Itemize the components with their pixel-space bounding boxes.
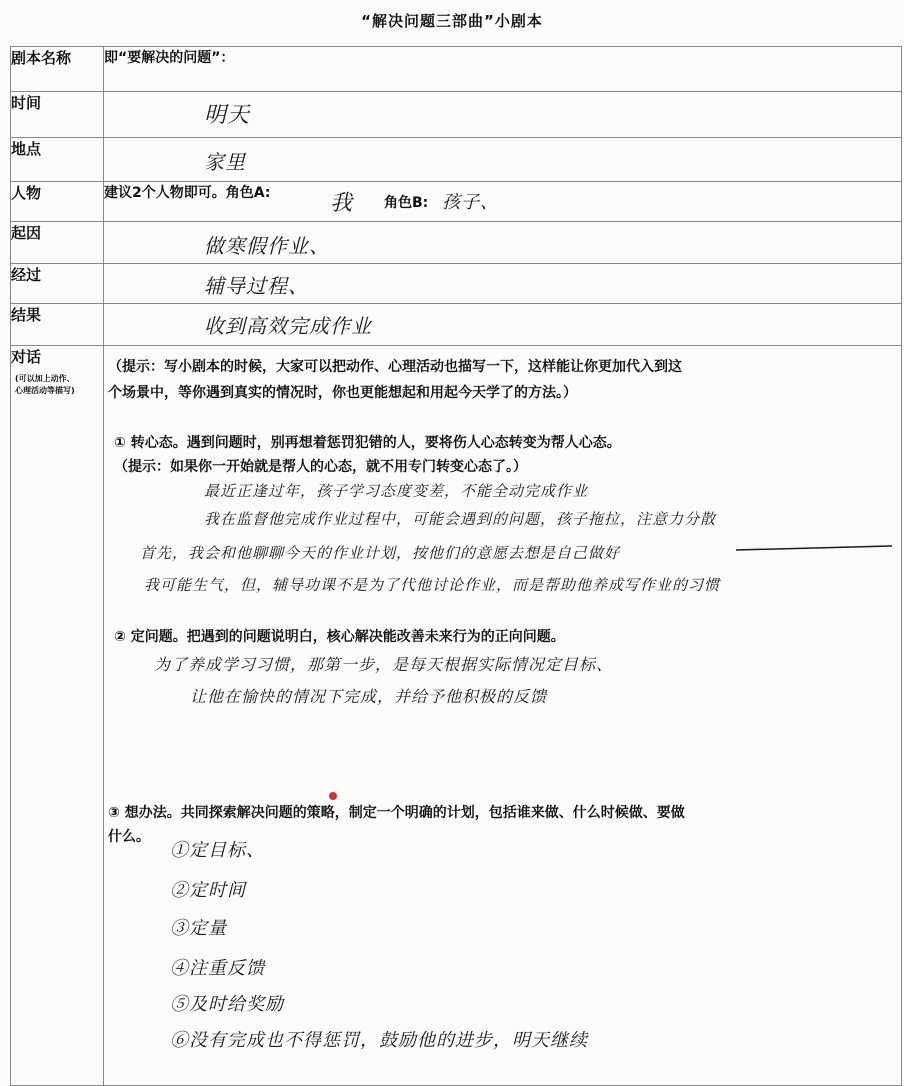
time-answer: 明天	[204, 103, 251, 128]
label-dialogue	[11, 346, 104, 1086]
label-result: 结果	[11, 304, 104, 346]
result-field[interactable]	[104, 304, 902, 346]
dialogue-note	[15, 373, 103, 397]
dialogue-field[interactable]	[104, 346, 902, 1086]
row-dialogue	[11, 346, 902, 1086]
row-people	[11, 182, 902, 222]
step1-hw-line: 我可能生气，但，辅导功课不是为了代他讨论作业，而是帮助他养成写作业的习惯	[144, 576, 721, 594]
script-form-table	[10, 46, 902, 1086]
dialogue-note-line2: 心理活动等描写)	[15, 386, 75, 395]
dialogue-hint-line2: 个场景中，等你遇到真实的情况时，你也更能想起和用起今天学了的方法。）	[108, 385, 577, 401]
step3-title-line2: 什么。	[108, 829, 150, 845]
label-place: 地点	[11, 138, 104, 182]
place-field[interactable]	[104, 138, 902, 182]
process-answer: 辅导过程、	[204, 274, 309, 298]
label-process: 经过	[11, 264, 104, 304]
step1-hw-line: 首先，我会和他聊聊今天的作业计划，按他们的意愿去想是自己做好	[140, 544, 621, 562]
label-cause: 起因	[11, 222, 104, 264]
step2-hw-line: 让他在愉快的情况下完成，并给予他积极的反馈	[190, 687, 548, 706]
step3-hw-item: ②定时间	[170, 880, 246, 901]
step3-title-line1: ③ 想办法。共同探索解决问题的策略，制定一个明确的计划，包括谁来做、什么时候做、要做	[108, 805, 685, 821]
role-b-label: 角色B:	[384, 195, 429, 211]
step3-hw-item: ⑤及时给奖励	[170, 994, 284, 1015]
dialogue-label: 对话	[11, 348, 42, 366]
page-title: “解决问题三部曲”小剧本	[361, 12, 543, 30]
label-script-name: 剧本名称	[11, 47, 104, 92]
role-a-answer: 我	[330, 191, 354, 216]
result-answer: 收到高效完成作业	[204, 314, 372, 338]
cause-answer: 做寒假作业、	[204, 234, 330, 258]
script-name-field[interactable]	[104, 47, 902, 92]
row-process	[11, 264, 902, 304]
strike-line	[734, 544, 894, 552]
step3-hw-item: ④注重反馈	[170, 958, 265, 979]
step1-hw-line: 最近正逢过年，孩子学习态度变差，不能全动完成作业	[204, 482, 589, 500]
step3-hw-item: ③定量	[170, 918, 227, 939]
step1-hw-line: 我在监督他完成作业过程中，可能会遇到的问题，孩子拖拉，注意力分散	[204, 510, 717, 528]
step3-hw-item: ⑥没有完成也不得惩罚，鼓励他的进步，明天继续	[170, 1030, 588, 1051]
script-name-prompt: 即“要解决的问题”：	[104, 50, 235, 66]
people-field[interactable]	[104, 182, 902, 222]
red-ink-mark	[329, 792, 337, 800]
step1-hint: （提示：如果你一开始就是帮人的心态，就不用专门转变心态了。）	[114, 459, 527, 475]
place-answer: 家里	[204, 150, 246, 174]
step2-title: ② 定问题。把遇到的问题说明白，核心解决能改善未来行为的正向问题。	[114, 629, 565, 645]
row-result	[11, 304, 902, 346]
process-field[interactable]	[104, 264, 902, 304]
row-cause	[11, 222, 902, 264]
row-time	[11, 92, 902, 138]
step1-title: ① 转心态。遇到问题时，别再想着惩罚犯错的人，要将伤人心态转变为帮人心态。	[114, 435, 621, 451]
label-time: 时间	[11, 92, 104, 138]
step3-hw-item: ①定目标、	[170, 840, 265, 861]
label-people: 人物	[11, 182, 104, 222]
dialogue-note-line1: (可以加上动作、	[15, 374, 75, 383]
time-field[interactable]	[104, 92, 902, 138]
row-place	[11, 138, 902, 182]
row-script-name	[11, 47, 902, 92]
role-b-answer: 孩子、	[442, 192, 499, 213]
people-prompt: 建议2个人物即可。角色A:	[104, 185, 271, 201]
step2-hw-line: 为了养成学习习惯，那第一步，是每天根据实际情况定目标、	[154, 655, 614, 674]
dialogue-hint-line1: （提示：写小剧本的时候，大家可以把动作、心理活动也描写一下，这样能让你更加代入到这	[108, 359, 682, 375]
cause-field[interactable]	[104, 222, 902, 264]
